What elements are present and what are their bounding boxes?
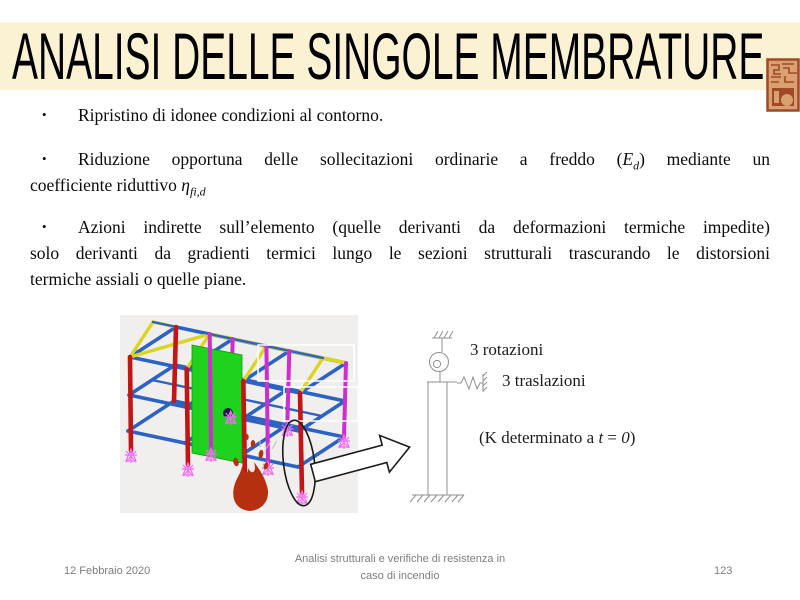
bullet-3-line-3: termiche assiali o quelle piane. [30, 269, 247, 289]
bullet-item-3 [30, 214, 770, 292]
bullet-item-2 [30, 146, 770, 198]
footer-caption-line-1: Analisi strutturali e verifiche di resistenza in [294, 553, 506, 565]
bullet-1-line-1: Ripristino di idonee condizioni al contorno. [78, 105, 384, 125]
bullet-list [30, 102, 770, 292]
footer-page-number: 123 [714, 565, 733, 577]
footer-caption [270, 551, 530, 585]
bullet-2-line-1: Riduzione opportuna delle sollecitazioni ordinarie a freddo $(E_d)$ mediante un [78, 149, 770, 173]
footer-caption-line-2: caso di incendio [360, 570, 440, 582]
bullet-item-1 [30, 102, 770, 128]
footer-date: 12 Febbraio 2020 [64, 565, 151, 577]
bullet-3-line-1: Azioni indirette sull’elemento (quelle derivanti da deformazioni termiche impedite) [78, 217, 770, 237]
bullet-marker: • [42, 107, 47, 122]
bullet-3-line-2: solo derivanti da gradienti termici lungo le sezioni strutturali trascurando le distorsioni [30, 243, 770, 263]
green-wall-panel [192, 345, 242, 463]
rotational-spring-icon [430, 353, 449, 372]
frame-structure-figure [120, 315, 430, 520]
bullet-marker: • [42, 151, 47, 166]
label-translations: 3 traslazioni [502, 371, 586, 390]
slide-title: ANALISI DELLE SINGOLE MEMBRATURE [12, 19, 765, 93]
translational-spring-icon [457, 377, 483, 389]
bullet-2-line-2: coefficiente riduttivo $\eta_{fi,d}$ [30, 175, 206, 199]
bullet-marker: • [42, 219, 47, 234]
seal-logo-icon [766, 58, 800, 112]
label-rotations: 3 rotazioni [470, 340, 544, 359]
title-band [0, 19, 800, 93]
label-k-determined: (K determinato a t = 0) [479, 428, 636, 447]
